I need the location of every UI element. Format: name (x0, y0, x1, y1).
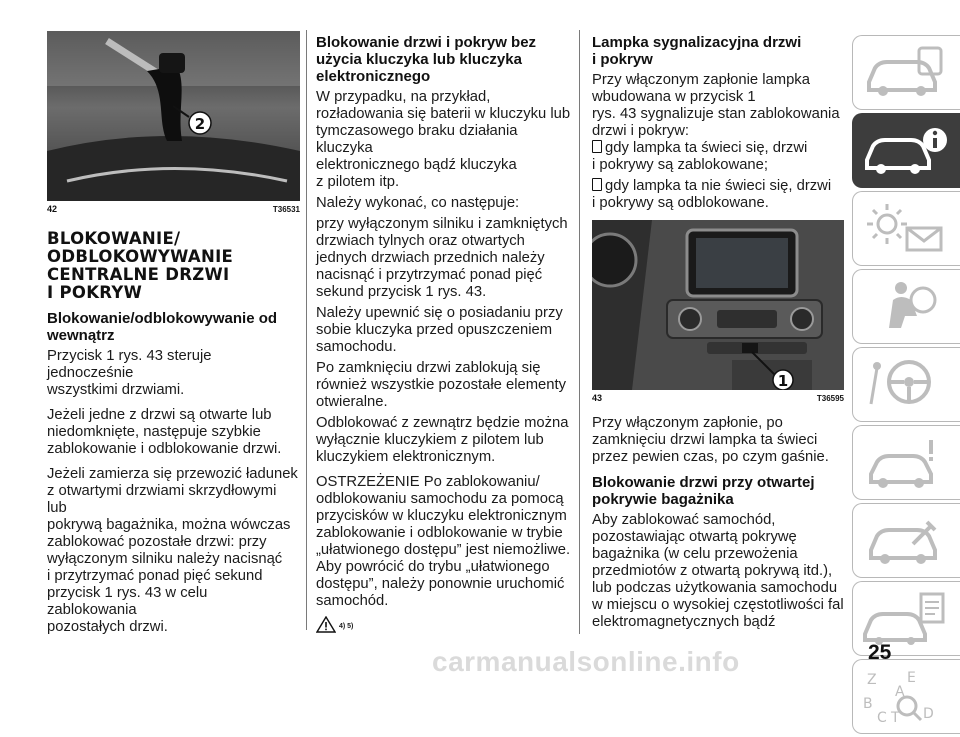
bullet-unlocked: gdy lampka ta nie świeci się, drzwi i pokrywy są odblokowane. (592, 178, 832, 211)
page-number: 25 (868, 641, 892, 664)
svg-text:Z: Z (867, 672, 877, 688)
car-overview-icon (861, 42, 951, 102)
section-title: BLOKOWANIE/ ODBLOKOWYWANIE CENTRALNE DRZWI I POKRYW (47, 229, 234, 302)
paragraph: Odblokować z zewnątrz będzie można wyłącznie kluczykiem z pilotem lub kluczykiem elektronicznym. (316, 415, 569, 465)
paragraph: Jeżeli zamierza się przewozić ładunek z otwartymi drzwiami skrzydłowymi lub pokrywą bagażnika, można wówczas zablokować pozostałe drzwi: przy wyłączonym silniku należy nacisnąć i przytrzymać ponad pięć sekund przycisk 1 rys. 43 w celu zablokowania pozostałych drzwi. (47, 466, 298, 635)
paragraph: W przypadku, na przykład, rozładowania się baterii w kluczyku lub tymczasowego braku działania kluczyka elektronicznego bądź kluczyka z pilotem itp. (316, 89, 571, 190)
tab-car-info[interactable] (852, 113, 960, 188)
checkbox-bullet-icon (592, 140, 602, 153)
technical-data-icon (861, 588, 951, 648)
figure-42-photo (47, 31, 300, 201)
checkbox-bullet-icon (592, 178, 602, 191)
chapter-tabs (852, 35, 960, 737)
figure-42-callout: 2 (194, 115, 206, 133)
figure-42-code: T36531 (272, 205, 300, 214)
index-icon (861, 666, 951, 726)
column-3 (592, 0, 844, 631)
warning-paragraph: OSTRZEŻENIE Po zablokowaniu/ odblokowaniu samochodu za pomocą przycisków w kluczyku elektronicznym zablokowanie i odblokowanie w trybie „ułatwionego dostępu” jest niemożliwe. Aby powrócić do trybu „ułatwionego dostępu”, należy ponownie uruchomić samochód. (316, 474, 571, 609)
figure-43-label: 43 (592, 393, 603, 403)
svg-text:A: A (895, 684, 905, 700)
figure-43-code: T36595 (816, 394, 844, 403)
subheading-open-trunk: Blokowanie drzwi przy otwartej pokrywie bagażnika (592, 474, 815, 508)
figure-43-photo (592, 220, 844, 390)
driving-icon (861, 354, 951, 414)
paragraph: Przy włączonym zapłonie lampka wbudowana w przycisk 1 rys. 43 sygnalizuje stan zablokowania drzwi i pokryw: (592, 72, 840, 139)
subheading-no-key: Blokowanie drzwi i pokryw bez użycia kluczyka lub kluczyka elektronicznego (316, 34, 537, 85)
paragraph: Należy upewnić się o posiadaniu przy sobie kluczyka przed opuszczeniem samochodu. (316, 305, 563, 355)
column-1 (47, 0, 300, 636)
column-divider (579, 30, 580, 634)
paragraph: Jeżeli jedne z drzwi są otwarte lub niedomknięte, następuje szybkie zablokowanie i odblokowanie drzwi. (47, 407, 282, 457)
lights-icon (861, 198, 951, 258)
svg-text:E: E (907, 670, 916, 686)
warning-ref-numbers: 4) 5) (339, 623, 354, 630)
tab-maintenance[interactable] (852, 503, 960, 578)
tab-index[interactable] (852, 659, 960, 734)
figure-42-caption (47, 204, 300, 214)
subheading-indicator: Lampka sygnalizacyjna drzwi i pokryw (592, 34, 802, 68)
warning-reference (316, 616, 572, 633)
tab-emergency[interactable] (852, 425, 960, 500)
svg-text:T: T (891, 710, 900, 726)
svg-text:C: C (877, 710, 887, 726)
figure-43-callout: 1 (777, 372, 789, 390)
watermark: carmanualsonline.info (432, 646, 740, 677)
paragraph: Po zamknięciu drzwi zablokują się również wszystkie pozostałe elementy otwieralne. (316, 360, 567, 410)
emergency-icon (861, 432, 951, 492)
paragraph: przy wyłączonym silniku i zamkniętych drzwiach tylnych oraz otwartych jednych drzwiach przednich należy nacisnąć i przytrzymać ponad pięć sekund przycisk 1 rys. 43. (316, 216, 568, 300)
figure-42-label: 42 (47, 204, 58, 214)
paragraph: Przycisk 1 rys. 43 steruje jednocześnie wszystkimi drzwiami. (47, 348, 212, 398)
tab-safety[interactable] (852, 269, 960, 344)
bullet-locked: gdy lampka ta świeci się, drzwi i pokrywy są zablokowane; (592, 140, 808, 173)
warning-triangle-icon (316, 616, 336, 633)
svg-text:B: B (863, 696, 873, 712)
svg-text:D: D (923, 706, 934, 722)
paragraph: Aby zablokować samochód, pozostawiając otwartą pokrywę bagażnika (w celu przewożenia przedmiotów z otwartą pokrywą itd.), lub podczas użytkowania samochodu w miejscu o wysokiej częstotliwości fal elektromagnetycznych bądź (592, 512, 844, 630)
tab-driving[interactable] (852, 347, 960, 422)
tab-lights[interactable] (852, 191, 960, 266)
column-divider (306, 30, 307, 630)
maintenance-icon (861, 510, 951, 570)
figure-43-caption (592, 393, 844, 403)
column-2 (316, 0, 572, 633)
safety-icon (861, 276, 951, 336)
subheading-interior: Blokowanie/odblokowywanie od wewnątrz (47, 310, 278, 344)
paragraph: Przy włączonym zapłonie, po zamknięciu drzwi lampka ta świeci przez pewien czas, po czym gaśnie. (592, 415, 829, 465)
tab-car-overview[interactable] (852, 35, 960, 110)
paragraph: Należy wykonać, co następuje: (316, 195, 520, 211)
car-info-icon (861, 120, 951, 180)
